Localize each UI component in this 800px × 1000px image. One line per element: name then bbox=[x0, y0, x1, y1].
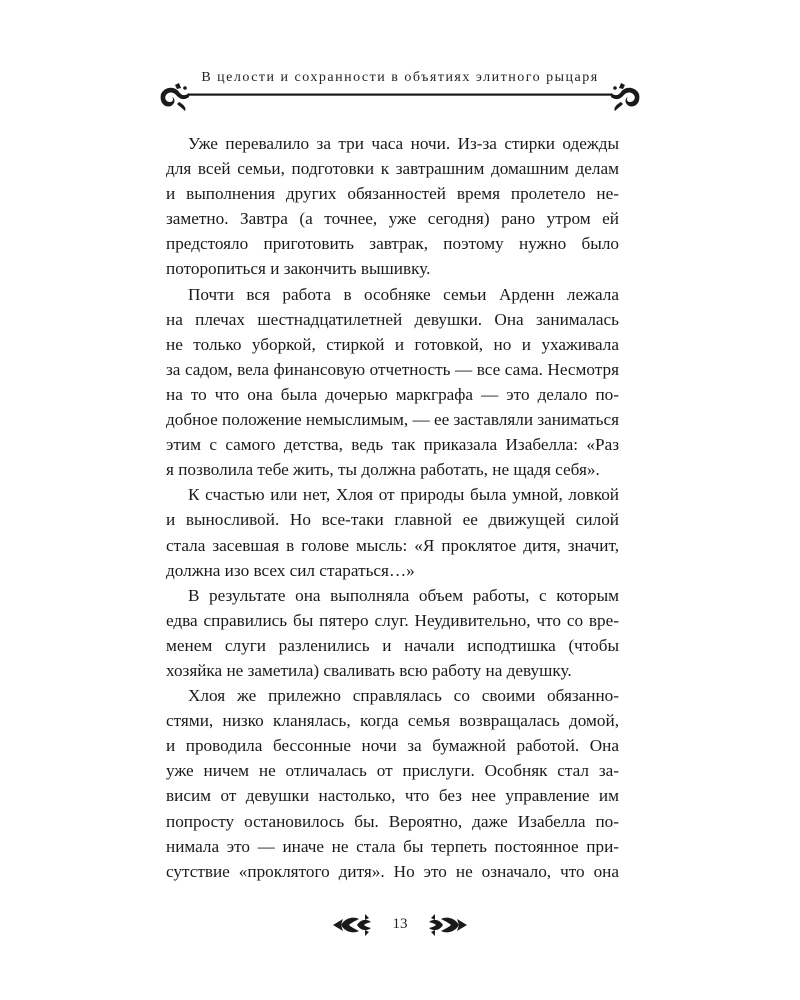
text-line: на плечах шестнадцатилетней девушки. Она занималась bbox=[166, 309, 619, 329]
text-line: на то что она была дочерью маркграфа — это делало по- bbox=[166, 384, 619, 404]
text-line: стями, низко кланялась, когда семья возвращалась домой, bbox=[166, 711, 619, 731]
text-line: и выносливой. Но все-таки главной ее движущей силой bbox=[166, 510, 619, 530]
text-line: Уже перевалило за три часа ночи. Из-за стирки одежды bbox=[188, 134, 619, 153]
text-line: сутствие «проклятого дитя». Но это не означало, что она bbox=[166, 861, 619, 881]
text-line: и проводила бессонные ночи за бумажной работой. Она bbox=[166, 736, 619, 756]
text-line: заметно. Завтра (а точнее, уже сегодня) рано утром ей bbox=[166, 209, 619, 229]
running-header-title: В целости и сохранности в объятиях элитного рыцаря bbox=[201, 70, 599, 85]
text-line: не только уборкой, стиркой и готовкой, но и ухаживала bbox=[166, 334, 619, 354]
text-line: В результате она выполняла объем работы, с которым bbox=[188, 585, 619, 605]
text-line: добное положение немыслимым, — ее заставляли заниматься bbox=[166, 410, 619, 430]
text-line: К счастью или нет, Хлоя от природы была умной, ловкой bbox=[188, 485, 619, 505]
fleuron-right-icon bbox=[425, 910, 471, 940]
text-line: за садом, вела финансовую отчетность — все сама. Несмотря bbox=[166, 359, 619, 379]
text-line: нимала это — иначе не стала бы терпеть постоянное при- bbox=[166, 836, 619, 856]
text-line: менем слуги разленились и начали исподтишка (чтобы bbox=[166, 635, 619, 655]
text-line: Почти вся работа в особняке семьи Арденн лежала bbox=[188, 284, 619, 304]
text-line: поторопиться и закончить вышивку. bbox=[166, 259, 431, 279]
text-line: предстояло приготовить завтрак, поэтому нужно было bbox=[166, 234, 619, 254]
text-line: этим с самого детства, ведь так приказала Изабелла: «Раз bbox=[166, 435, 619, 455]
text-line: и выполнения других обязанностей время пролетело не- bbox=[166, 184, 619, 204]
text-line: уже ничем не отличалась от прислуги. Особняк стал за- bbox=[166, 761, 619, 781]
text-line: стала засевшая в голове мысль: «Я проклятое дитя, значит, bbox=[166, 535, 619, 555]
page-number: 13 bbox=[392, 916, 408, 932]
text-line: висим от девушки настолько, что без нее управление им bbox=[166, 786, 619, 806]
body-text bbox=[166, 131, 619, 884]
text-line: должна изо всех сил стараться…» bbox=[166, 560, 415, 580]
text-line: я позволила тебе жить, ты должна работать, не щадя себя». bbox=[166, 460, 600, 480]
text-line: для всей семьи, подготовки к завтрашним домашним делам bbox=[166, 159, 619, 179]
header-rule-ornament-icon bbox=[155, 82, 645, 112]
text-line: попросту остановилось бы. Вероятно, даже Изабелла по- bbox=[166, 811, 619, 831]
page-footer bbox=[325, 908, 475, 944]
text-line: Хлоя же прилежно справлялась со своими обязанно- bbox=[188, 686, 619, 706]
text-line: едва справились бы пятеро слуг. Неудивительно, что со вре- bbox=[166, 610, 619, 630]
text-line: хозяйка не заметила) сваливать всю работу на девушку. bbox=[166, 660, 572, 680]
